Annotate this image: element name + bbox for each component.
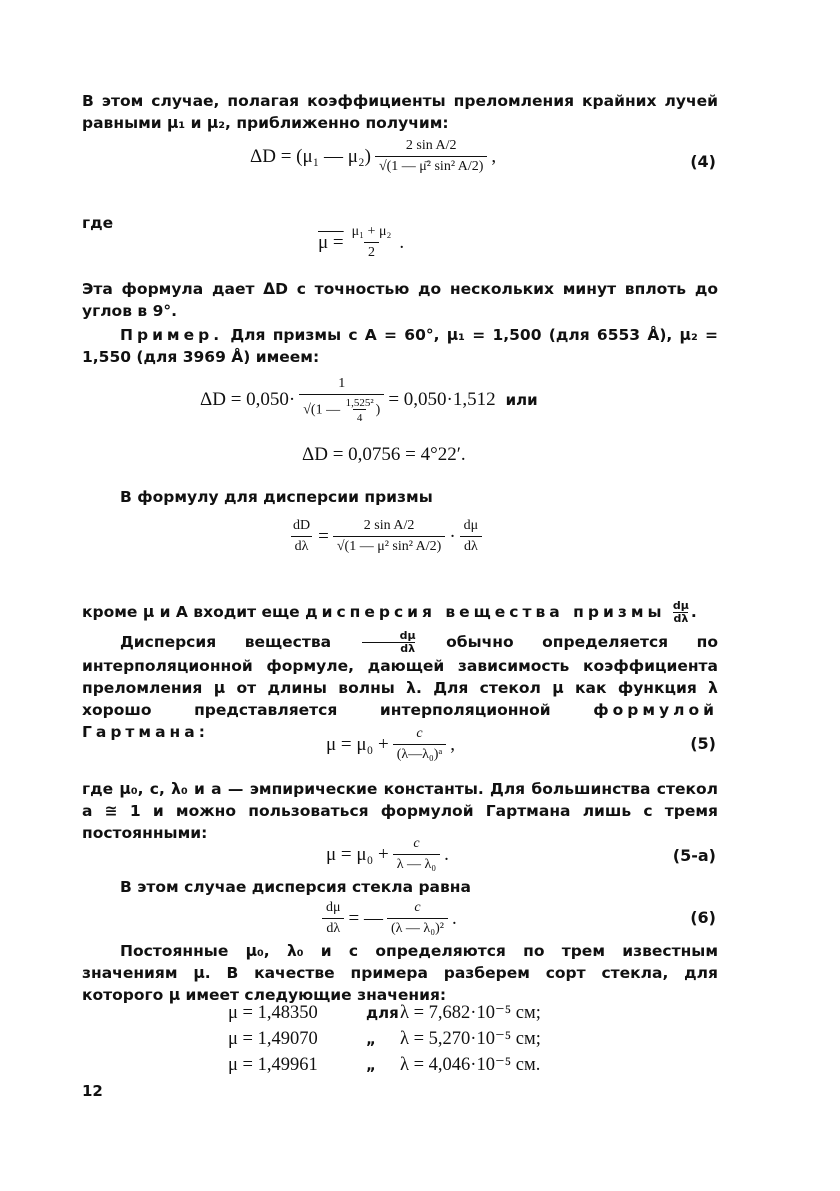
interp-frac-den: dλ <box>362 642 415 655</box>
dD-denominator: dλ <box>291 536 313 555</box>
eq5a-end: . <box>444 843 449 865</box>
paragraph-example <box>82 324 718 368</box>
example-label: Пример. <box>120 326 224 344</box>
besides-frac-den: dλ <box>673 612 689 625</box>
example-text: Для призмы с A = 60°, μ₁ = 1,500 (для 6553 Å), μ₂ = 1,550 (для 3969 Å) имеем: <box>82 326 718 366</box>
page-number: 12 <box>82 1082 103 1100</box>
besides-frac-num: dμ <box>672 599 689 612</box>
eq5-numerator: c <box>416 726 423 741</box>
dispersion-denominator: √(1 — μ² sin² A/2) <box>333 536 445 555</box>
eq6-lhs-num: dμ <box>326 900 341 915</box>
paragraph-accuracy: Эта формула дает ΔD с точностью до нескольких минут вплоть до углов в 9°. <box>82 280 718 320</box>
eq5-fraction <box>393 726 447 763</box>
interp-before: Дисперсия вещества <box>120 633 360 651</box>
besides-spaced: дисперсия вещества призмы <box>305 603 666 621</box>
equation-example-1 <box>200 376 538 424</box>
equation-number-6: (6) <box>690 908 716 927</box>
eq4-fraction <box>375 138 487 175</box>
values-table <box>228 1002 541 1080</box>
paragraph-values: Постоянные μ₀, λ₀ и c определяются по трем известным значениям μ. В качестве примера разберем сорт стекла, для которого μ имеет следующие значения: <box>82 942 718 1004</box>
dmu-dlambda <box>460 518 483 555</box>
eq6-mid: = — <box>348 907 383 929</box>
example1-inner-num: 1,525² <box>345 397 374 409</box>
interp-end: : <box>198 723 205 741</box>
dD-numerator: dD <box>293 518 311 533</box>
equation-number-4: (4) <box>690 152 716 171</box>
row-mu: μ = 1,49070 <box>228 1029 318 1049</box>
values-row <box>228 1028 541 1054</box>
eq5a-denominator: λ — λ₀ <box>393 854 440 873</box>
example1-numerator: 1 <box>338 376 346 391</box>
besides-text: кроме μ и A входит еще <box>82 603 306 621</box>
example1-fraction <box>299 376 384 424</box>
equation-6 <box>318 900 457 937</box>
eq5a-numerator: c <box>413 836 420 851</box>
equation-number-5a: (5-a) <box>672 846 716 865</box>
example1-inner-den: 4 <box>353 409 367 424</box>
eq6-fraction <box>387 900 448 937</box>
equation-example-2: ΔD = 0,0756 = 4°22′. <box>302 444 466 465</box>
interp-after: обычно определяется по интерполяционной формуле, дающей зависимость коэффициента преломления μ от длины волны λ. Для стекол μ как функция λ хорошо представляется интерполяционной <box>82 633 718 719</box>
equation-mu-mean <box>318 224 404 261</box>
where-label: где <box>82 214 114 232</box>
dispersion-fraction <box>333 518 445 555</box>
eq5a-lhs: μ = μ₀ + <box>326 843 389 865</box>
eq4-numerator: 2 sin A/2 <box>405 138 457 153</box>
row-lambda: λ = 7,682·10⁻⁵ см; <box>400 1003 541 1023</box>
values-row <box>228 1002 541 1028</box>
dispersion-numerator: 2 sin A/2 <box>363 518 415 533</box>
row-mu: μ = 1,49961 <box>228 1055 318 1075</box>
eq6-lhs-fraction <box>322 900 345 937</box>
besides-end: . <box>690 603 697 621</box>
eq5-comma: , <box>450 733 456 755</box>
eq4-comma: , <box>491 145 497 167</box>
eq6-denominator: (λ — λ₀)² <box>387 918 448 937</box>
dD-dlambda <box>289 518 314 555</box>
eq5a-fraction <box>393 836 440 873</box>
eq6-lhs-den: dλ <box>322 918 344 937</box>
mu-mean-fraction <box>348 224 396 261</box>
paragraph-besides <box>82 600 718 625</box>
values-row <box>228 1054 541 1080</box>
eq6-numerator: c <box>414 900 421 915</box>
example1-denominator: √(1 — $\frac{\text{1,525²}}{4}$ ) <box>299 394 384 424</box>
row-lambda: λ = 4,046·10⁻⁵ см. <box>400 1055 541 1075</box>
row-sep: „ <box>366 1030 376 1048</box>
paragraph-intro: В этом случае, полагая коэффициенты преломления крайних лучей равными μ₁ и μ₂, приближенно получим: <box>82 92 718 132</box>
eq5-denominator: (λ—λ₀)ᵃ <box>393 744 447 763</box>
equation-number-5: (5) <box>690 734 716 753</box>
example1-lhs: ΔD = 0,050· <box>200 389 296 410</box>
example1-rhs: = 0,050·1,512 <box>388 389 496 410</box>
row-sep: „ <box>366 1056 376 1074</box>
paragraph-glass-dispersion: В этом случае дисперсия стекла равна <box>120 878 471 896</box>
eq4-denominator: √(1 — μ̄² sin² A/2) <box>375 156 487 175</box>
paragraph-constants: где μ₀, c, λ₀ и a — эмпирические константы. Для большинства стекол a ≅ 1 и можно пользоваться формулой Гартмана лишь с тремя постоянными: <box>82 780 718 842</box>
eq4-lhs: ΔD = (μ₁ — μ₂) <box>250 145 371 167</box>
equation-prism-dispersion: $\frac{dD}{d\lambda}$ = $\frac{\text{2 sin A/2}}{\text{√(1 — μ² sin² A/2)}}$ · $\frac{d\mu}{d\lambda}$ <box>285 518 486 555</box>
row-lambda: λ = 5,270·10⁻⁵ см; <box>400 1029 541 1049</box>
equation-5 <box>326 726 455 763</box>
example1-or: или <box>505 391 538 409</box>
interp-frac-num: dμ <box>399 629 416 642</box>
row-sep: для <box>366 1004 399 1022</box>
paragraph-prism-dispersion: В формулу для дисперсии призмы <box>120 488 433 506</box>
eq5-lhs: μ = μ₀ + <box>326 733 389 755</box>
interp-spaced: формулой Гартмана <box>82 701 718 741</box>
row-mu: μ = 1,48350 <box>228 1003 318 1023</box>
mu-mean-denominator: 2 <box>364 242 379 261</box>
equation-4 <box>250 138 496 175</box>
dmu-denominator: dλ <box>460 536 482 555</box>
mu-mean-end: . <box>399 231 405 253</box>
equation-5a <box>326 836 449 873</box>
mu-mean-lhs: μ = <box>318 231 344 253</box>
eq6-end: . <box>451 907 457 929</box>
mu-mean-numerator: μ₁ + μ₂ <box>351 224 392 239</box>
dmu-numerator: dμ <box>463 518 479 533</box>
